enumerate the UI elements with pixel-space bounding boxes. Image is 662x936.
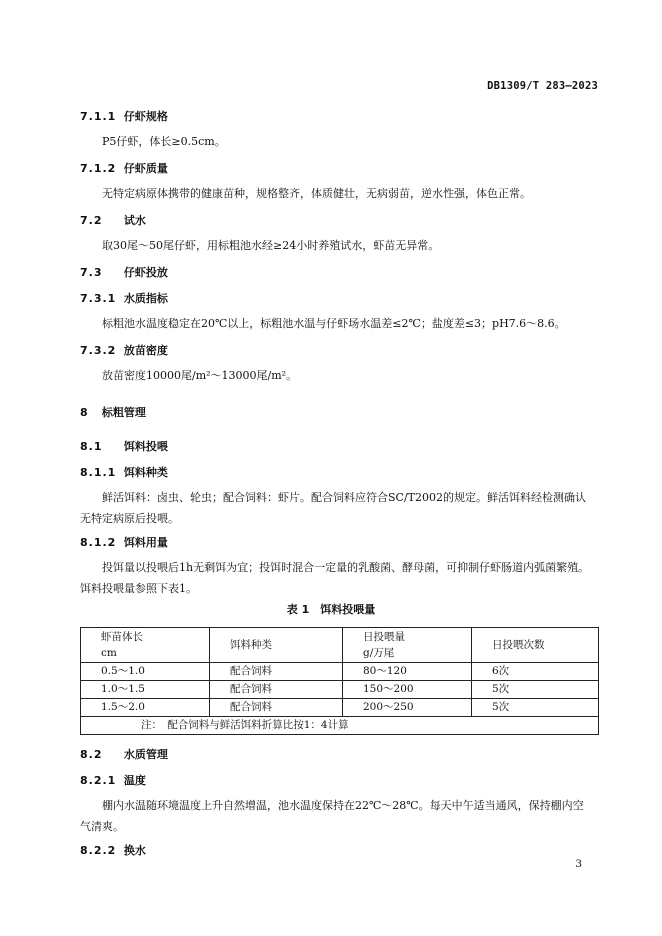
header-line: cm: [101, 647, 117, 659]
paragraph-line: 气清爽。: [80, 820, 124, 833]
section-title: 放苗密度: [123, 344, 168, 357]
paragraph-text: P5仔虾，体长≥0.5cm。: [102, 135, 226, 148]
section-number: 7.2: [80, 214, 103, 227]
header-line: 日投喂量: [363, 631, 405, 643]
heading-7-3: [80, 264, 168, 280]
table-cell: 5次: [472, 699, 599, 717]
table-cell: 150～200: [343, 681, 472, 699]
section-title: 饵料投喂: [123, 440, 168, 453]
section-title: 换水: [123, 844, 146, 857]
heading-8: [80, 404, 146, 420]
heading-8-1-1: [80, 464, 168, 480]
heading-8-1-2: [80, 534, 168, 550]
feeding-table: [80, 627, 599, 735]
heading-8-1: [80, 438, 168, 454]
table-cell: 200～250: [343, 699, 472, 717]
section-number: 8: [80, 406, 89, 419]
paragraph-7-1-1: [80, 131, 600, 152]
table-caption: 表 1 饵料投喂量: [286, 603, 376, 616]
section-title: 仔虾规格: [123, 110, 168, 123]
table-cell: 5次: [472, 681, 599, 699]
paragraph-8-1-2: [80, 557, 600, 599]
table-cell: 1.5～2.0: [81, 699, 210, 717]
paragraph-text: 无特定病原体携带的健康苗种，规格整齐，体质健壮，无病弱苗，逆水性强，体色正常。: [102, 187, 531, 200]
section-title: 温度: [123, 774, 146, 787]
paragraph-8-2-1: [80, 795, 600, 837]
section-title: 标粗管理: [101, 406, 146, 419]
heading-7-1-1: [80, 108, 168, 124]
paragraph-line: 鲜活饵料：卤虫、轮虫；配合饲料：虾片。配合饲料应符合SC/T2002的规定。鲜活饵料经检测确认: [102, 491, 586, 504]
section-number: 8.2: [80, 748, 103, 761]
table-cell: 配合饲料: [210, 681, 343, 699]
section-number: 8.2.1: [80, 774, 117, 787]
heading-8-2: [80, 746, 168, 762]
paragraph-line: 棚内水温随环境温度上升自然增温，池水温度保持在22℃～28℃。每天中午适当通风，保持棚内空: [102, 799, 584, 812]
paragraph-7-1-2: [80, 183, 600, 204]
table-row: [81, 663, 599, 681]
section-title: 水质指标: [123, 292, 168, 305]
header-line: g/万尾: [363, 647, 395, 659]
page-number: 3: [575, 858, 582, 870]
section-title: 水质管理: [123, 748, 168, 761]
heading-7-1-2: [80, 160, 168, 176]
section-title: 仔虾投放: [123, 266, 168, 279]
paragraph-8-1-1: [80, 487, 600, 529]
table-header-row: [81, 628, 599, 663]
header-cell: [81, 628, 210, 663]
table-cell: 配合饲料: [210, 699, 343, 717]
paragraph-7-2: [80, 235, 600, 256]
header-cell: 饵料种类: [210, 628, 343, 663]
table-cell: 1.0～1.5: [81, 681, 210, 699]
header-line: 虾苗体长: [101, 631, 143, 643]
paragraph-7-3-2: [80, 365, 600, 386]
section-number: 7.3.1: [80, 292, 117, 305]
paragraph-line: 无特定病原后投喂。: [80, 512, 179, 525]
table-note-row: [81, 717, 599, 735]
section-title: 饵料用量: [123, 536, 168, 549]
table-cell: 6次: [472, 663, 599, 681]
header-cell: 日投喂次数: [472, 628, 599, 663]
paragraph-text: 标粗池水温度稳定在20℃以上，标粗池水温与仔虾场水温差≤2℃；盐度差≤3；pH7.6～8.6。: [102, 317, 566, 330]
table-cell: 0.5～1.0: [81, 663, 210, 681]
heading-8-2-1: [80, 772, 146, 788]
table-cell: 80～120: [343, 663, 472, 681]
table-row: [81, 681, 599, 699]
paragraph-text: 放苗密度10000尾/m²～13000尾/m²。: [102, 369, 298, 382]
section-number: 7.3.2: [80, 344, 117, 357]
paragraph-line: 饵料投喂量参照下表1。: [80, 582, 197, 595]
heading-7-3-1: [80, 290, 168, 306]
table-cell: 配合饲料: [210, 663, 343, 681]
document-header: DB1309/T 283—2023: [487, 80, 598, 92]
paragraph-7-3-1: [80, 313, 600, 334]
heading-7-2: [80, 212, 146, 228]
header-cell: [343, 628, 472, 663]
section-number: 7.1.1: [80, 110, 117, 123]
section-title: 仔虾质量: [123, 162, 168, 175]
paragraph-text: 取30尾～50尾仔虾，用标粗池水经≥24小时养殖试水，虾苗无异常。: [102, 239, 440, 252]
section-number: 8.1.2: [80, 536, 117, 549]
section-number: 8.1: [80, 440, 103, 453]
section-title: 饵料种类: [123, 466, 168, 479]
heading-8-2-2: [80, 842, 146, 858]
section-number: 8.1.1: [80, 466, 117, 479]
heading-7-3-2: [80, 342, 168, 358]
section-number: 8.2.2: [80, 844, 117, 857]
section-number: 7.3: [80, 266, 103, 279]
section-title: 试水: [123, 214, 146, 227]
paragraph-line: 投饵量以投喂后1h无剩饵为宜；投饵时混合一定量的乳酸菌、酵母菌，可抑制仔虾肠道内弧菌繁殖。: [102, 561, 590, 574]
table-row: [81, 699, 599, 717]
table-note: 注： 配合饲料与鲜活饵料折算比按1：4计算: [81, 717, 599, 735]
section-number: 7.1.2: [80, 162, 117, 175]
